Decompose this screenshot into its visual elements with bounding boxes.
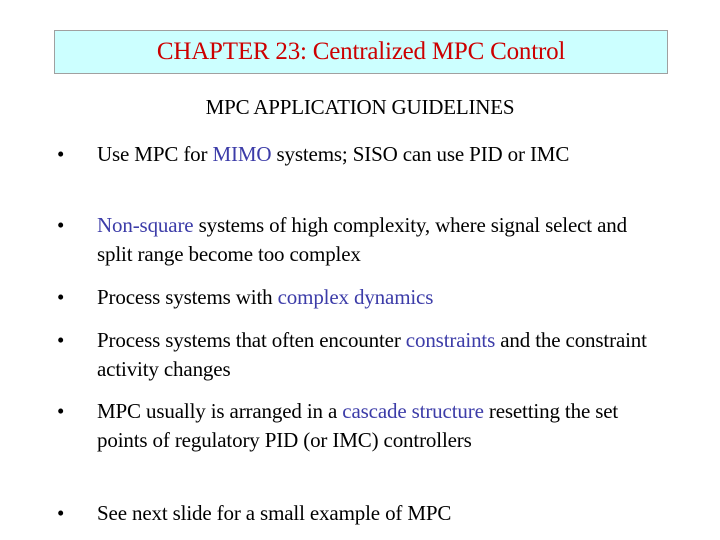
bullet-text (97, 326, 657, 384)
bullet-text-part: systems; SISO can use PID or IMC (271, 142, 570, 166)
highlight-term: MIMO (212, 142, 272, 166)
bullet-marker: • (57, 142, 65, 166)
bullet-text-part: resetting the set points of regulatory PID (or IMC) controllers (97, 399, 619, 452)
bullet-text-part: Use MPC for (97, 142, 213, 166)
bullet-text-part: systems of high complexity, where signal select and split range become too complex (97, 213, 627, 266)
bullet-text (97, 211, 657, 269)
bullet-text (97, 283, 657, 312)
bullet-text-part: and the constraint activity changes (97, 328, 647, 381)
bullet-text (97, 499, 657, 528)
bullet-text (97, 397, 657, 455)
highlight-term: constraints (405, 328, 496, 352)
bullet-text (97, 140, 657, 169)
highlight-term: complex dynamics (277, 285, 434, 309)
highlight-term: cascade structure (342, 399, 484, 423)
highlight-term: Non-square (97, 213, 194, 237)
bullet-marker: • (57, 501, 65, 525)
section-heading: MPC APPLICATION GUIDELINES (205, 95, 515, 119)
page-title: CHAPTER 23: Centralized MPC Control (156, 38, 566, 65)
bullet-marker: • (57, 399, 65, 423)
bullet-marker: • (57, 285, 65, 309)
bullet-text-part: Process systems with (97, 285, 278, 309)
bullet-text-part: MPC usually is arranged in a (97, 399, 343, 423)
bullet-text-part: See next slide for a small example of MPC (97, 501, 452, 525)
bullet-marker: • (57, 213, 65, 237)
bullet-text-part: Process systems that often encounter (97, 328, 406, 352)
bullet-marker: • (57, 328, 65, 352)
